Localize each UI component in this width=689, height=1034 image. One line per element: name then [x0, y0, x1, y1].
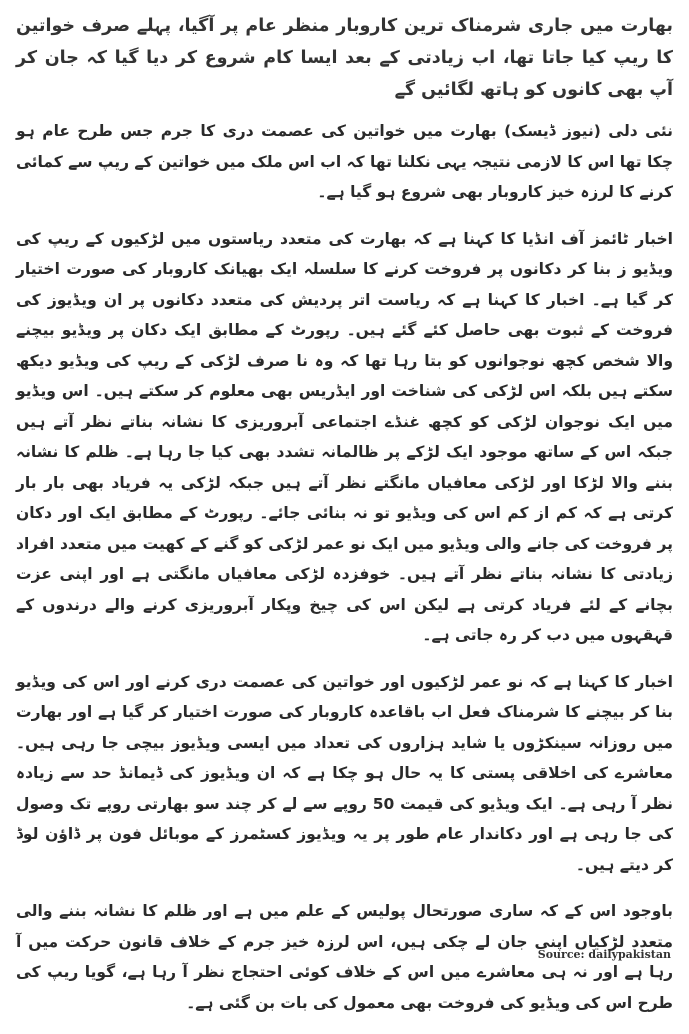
source-credit: Source: dailypakistan: [537, 948, 671, 961]
paragraph-intro: نئی دلی (نیوز ڈیسک) بھارت میں خواتین کی عصمت دری کا جرم جس طرح عام ہو چکا تھا اس کا لازمی نتیجہ یہی نکلنا تھا کہ اب اس ملک میں خواتین کے ریپ سے کمائی کرنے کا لرزہ خیز کاروبار بھی شروع ہو گیا ہے۔: [16, 122, 673, 201]
paragraph-times-of-india-report: اخبار ٹائمز آف انڈیا کا کہنا ہے کہ بھارت کی متعدد ریاستوں میں لڑکیوں کے ریپ کی ویڈیو ز بنا کر دکانوں پر فروخت کرنے کا سلسلہ ایک بھیانک کاروبار کی صورت اختیار کر گیا ہے۔ اخبار کا کہنا ہے کہ ریاست اتر پردیش کی متعدد دکانوں پر ان ویڈیوز کی فروخت کے ثبوت بھی حاصل کئے گئے ہیں۔ رپورٹ کے مطابق ایک دکان پر ویڈیو بیچنے والا شخص کچھ نوجوانوں کو بتا رہا تھا کہ وہ نا صرف لڑکی کے ریپ کی ویڈیو دیکھ سکتے ہیں بلکہ اس لڑکی کی شناخت اور ایڈریس بھی معلوم کر سکتے ہیں۔ اس ویڈیو میں ایک نوجوان لڑکی کو کچھ غنڈے اجتماعی آبروریزی کا نشانہ بناتے نظر آتے ہیں جبکہ اس کے ساتھ موجود ایک لڑکے پر ظالمانہ تشدد بھی کیا جا رہا ہے۔ ظلم کا نشانہ بننے والا لڑکا اور لڑکی معافیاں مانگتے نظر آتے ہیں جبکہ لڑکی یہ فریاد بھی بار بار کرتی ہے کہ کم از کم اس کی ویڈیو تو نہ بنائی جائے۔ رپورٹ کے مطابق ایک اور دکان پر فروخت کی جانے والی ویڈیو میں ایک نو عمر لڑکی کو گنے کے کھیت میں متعدد افراد زیادتی کا نشانہ بناتے نظر آتے ہیں۔ خوفزدہ لڑکی معافیاں مانگتی ہے اور اپنی عزت بچانے کے لئے فریاد کرتی ہے لیکن اس کی چیخ وپکار آبروریزی کرنے والے درندوں کے قہقہوں میں دب کر رہ جاتی ہے۔: [16, 229, 673, 644]
article-body: [16, 10, 673, 1034]
article-headline: بھارت میں جاری شرمناک ترین کاروبار منظر عام پر آگیا، پہلے صرف خواتین کا ریپ کیا جاتا تھا، اب زیادتی کے بعد ایسا کام شروع کر دیا گیا کہ جان کر آپ بھی کانوں کو ہاتھ لگائیں گے: [16, 16, 673, 100]
paragraph-police-inaction: باوجود اس کے کہ ساری صورتحال پولیس کے علم میں ہے اور ظلم کا نشانہ بننے والی متعدد لڑکیاں اپنی جان لے چکی ہیں، اس لرزہ خیز جرم کے خلاف قانون حرکت میں آ رہا ہے اور نہ ہی معاشرے میں اس کے خلاف کوئی احتجاج نظر آ رہا ہے، گویا ریپ کی طرح اس کی ویڈیو کی فروخت بھی معمول کی بات بن گئی ہے۔: [16, 902, 673, 1012]
paragraph-business-scale: اخبار کا کہنا ہے کہ نو عمر لڑکیوں اور خواتین کی عصمت دری کرنے اور اس کی ویڈیو بنا کر بیچنے کا شرمناک فعل اب باقاعدہ کاروبار کی صورت اختیار کر گیا ہے اور بھارت میں روزانہ سینکڑوں یا شاید ہزاروں کی تعداد میں ایسی ویڈیوز بیچی جا رہی ہیں۔ معاشرے کی اخلاقی پستی کا یہ حال ہو چکا ہے کہ ان ویڈیوز کی ڈیمانڈ حد سے زیادہ نظر آ رہی ہے۔ ایک ویڈیو کی قیمت 50 روپے سے لے کر چند سو بھارتی روپے تک وصول کی جا رہی ہے اور دکاندار عام طور پر یہ ویڈیوز کسٹمرز کے موبائل فون پر ڈاؤن لوڈ کر دیتے ہیں۔: [16, 672, 673, 874]
